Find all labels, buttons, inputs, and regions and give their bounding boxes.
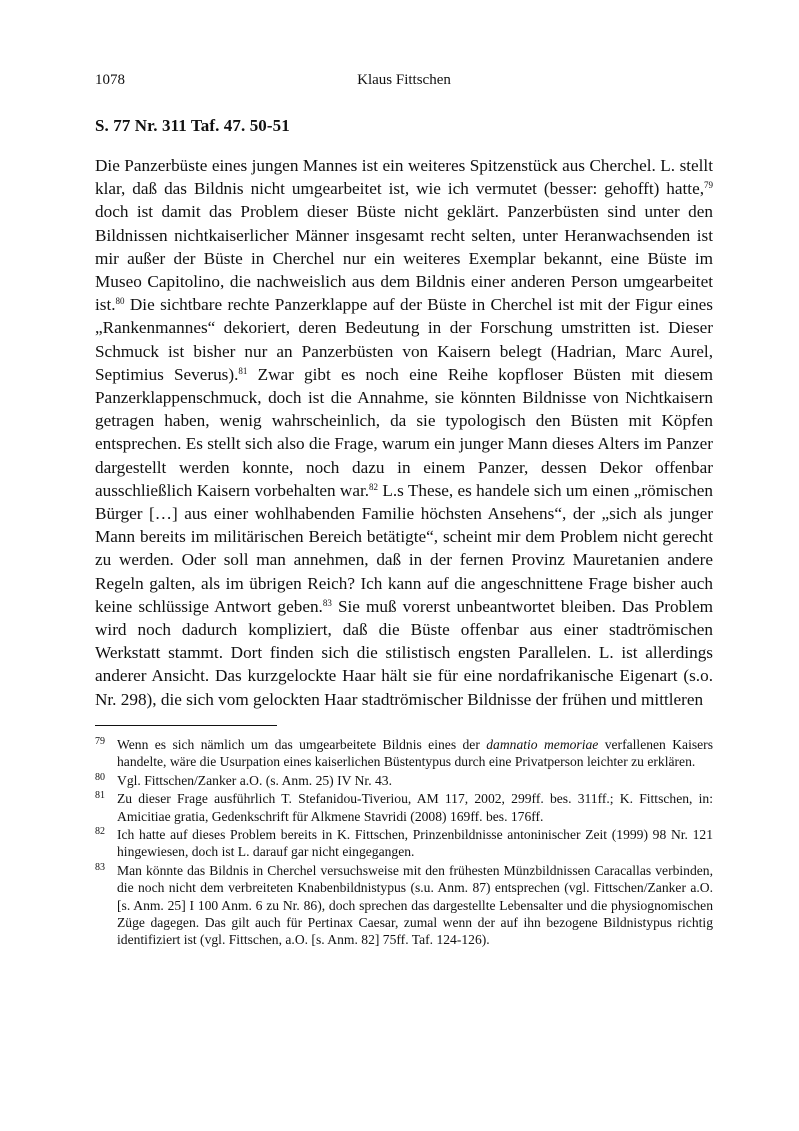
footnote-text: Ich hatte auf dieses Problem bereits in K. Fittschen, Prinzenbildnisse antoninischer Zeit (1999) 98 Nr. 121 hingewiesen, doch ist L. darauf gar nicht eingegangen. (117, 826, 713, 860)
body-text-segment: Sie muß vorerst unbeantwortet bleiben. Das Problem wird noch dadurch kompliziert, daß die Büste offenbar aus einer stadtrömischen Werkstatt stammt. Dort finden sich die stilistisch engsten Parallelen. L. ist allerdings anderer Ansicht. Das kurzgelockte Haar hält sie für eine nordafrikanische Eigenart (s.o. Nr. 298), die sich vom gelockten Haar stadtrömischer Bildnisse der frühen und mittleren (95, 596, 713, 709)
footnote-text: Man könnte das Bildnis in Cherchel versuchsweise mit den frühesten Münzbildnissen Caracallas verbinden, die noch nicht dem verbreiteten Knabenbildnistypus (s.u. Anm. 87) entsprechen (vgl. Fittschen/Zanker a.O. [s. Anm. 25] I 100 Anm. 6 zu Nr. 86), doch sprechen das dargestellte Lebensalter und die physiognomischen Züge dagegen. Das gilt auch für Pertinax Caesar, zumal wenn der auf ihn bezogene Bildnistypus richtig identifiziert ist (vgl. Fittschen, a.O. [s. Anm. 82] 75ff. Taf. 124-126). (117, 862, 713, 948)
footnote-number: 80 (95, 771, 105, 783)
footnote-text: Zu dieser Frage ausführlich T. Stefanidou-Tiveriou, AM 117, 2002, 299ff. bes. 311ff.; K. Fittschen, in: Amicitiae gratia, Gedenkschrift für Alkmene Stavridi (2008) 169ff. bes. 176ff. (117, 791, 713, 824)
footnote-text-segment: Wenn es sich nämlich um das umgearbeitete Bildnis eines der damnatio memoriae verfallenen Kaisers handelte, wäre die Usurpation eines kaiserlichen Büstentypus durch eine Privatperson leichter zu erklären. (117, 736, 714, 770)
body-text-segment: doch ist damit das Problem dieser Büste nicht geklärt. Panzerbüsten sind unter den Bildnissen nichtkaiserlicher Männer insgesamt recht selten, unter Heranwachsenden ist mir außer der Büste in Cherchel nur ein weiteres Exemplar bekannt, eine Büste im Museo Capitolino, die nachweislich aus dem Bildnis einer anderen Person umgearbeitet ist. (95, 202, 713, 315)
running-head-author: Klaus Fittschen (357, 72, 451, 88)
footnote-number: 79 (95, 735, 105, 747)
footnote-text (117, 736, 713, 771)
footnote (95, 826, 713, 861)
page-number: 1078 (95, 72, 125, 88)
footnote (95, 772, 713, 789)
footnote-number: 81 (95, 790, 105, 802)
footnote-number: 82 (95, 825, 105, 837)
footnote-ref[interactable]: 81 (238, 365, 248, 376)
running-head (95, 72, 713, 94)
body-paragraph (95, 154, 713, 711)
footnote (95, 862, 713, 949)
footnote (95, 790, 713, 825)
footnotes (95, 736, 713, 949)
section-heading: S. 77 Nr. 311 Taf. 47. 50-51 (95, 116, 290, 135)
footnote-ref[interactable]: 82 (369, 481, 379, 492)
footnote (95, 736, 713, 771)
body-text-segment: Zwar gibt es noch eine Reihe kopfloser Büsten mit diesem Panzerklappenschmuck, doch ist die Annahme, sie könnten Bildnisse von Nichtkaisern getragen haben, wenig wahrscheinlich, da sie typologisch den Büsten mit Köpfen entsprechen. Es stellt sich also die Frage, warum ein junger Mann dieses Alters im Panzer dargestellt werden konnte, noch dazu in einem Panzer, dessen Dekor offenbar ausschließlich Kaisern vorbehalten war. (95, 364, 713, 500)
footnote-divider (95, 725, 277, 726)
body-text-segment: Die sichtbare rechte Panzerklappe auf der Büste in Cherchel ist mit der Figur eines „Rankenmannes“ dekoriert, deren Bedeutung in der Forschung umstritten ist. Dieser Schmuck ist bisher nur an Panzerbüsten von Kaisern belegt (Hadrian, Marc Aurel, Septimius Severus). (95, 295, 713, 384)
latin-term: damnatio memoriae (486, 736, 599, 752)
footnote-ref[interactable]: 83 (322, 597, 332, 608)
document-page (95, 72, 713, 950)
footnote-text: Vgl. Fittschen/Zanker a.O. (s. Anm. 25) IV Nr. 43. (117, 772, 392, 788)
footnote-number: 83 (95, 861, 105, 873)
body-text-segment: L.s These, es handele sich um einen „römischen Bürger […] aus einer wohlhabenden Familie höchsten Ansehens“, der „sich als junger Mann bereits im militärischen Bereich betätigte“, scheint mir dem Problem nicht gerecht zu werden. Oder soll man annehmen, daß in der fernen Provinz Mauretanien andere Regeln galten, als im übrigen Reich? Ich kann auf die angeschnittene Frage bisher auch keine schlüssige Antwort geben. (95, 480, 713, 616)
footnote-ref[interactable]: 79 (704, 180, 713, 191)
footnote-ref[interactable]: 80 (115, 296, 125, 307)
body-text-segment: Die Panzerbüste eines jungen Mannes ist ein weiteres Spitzenstück aus Cherchel. L. stellt klar, daß das Bildnis nicht umgearbeitet ist, wie ich vermutet (besser: gehofft) hatte, (95, 156, 713, 199)
